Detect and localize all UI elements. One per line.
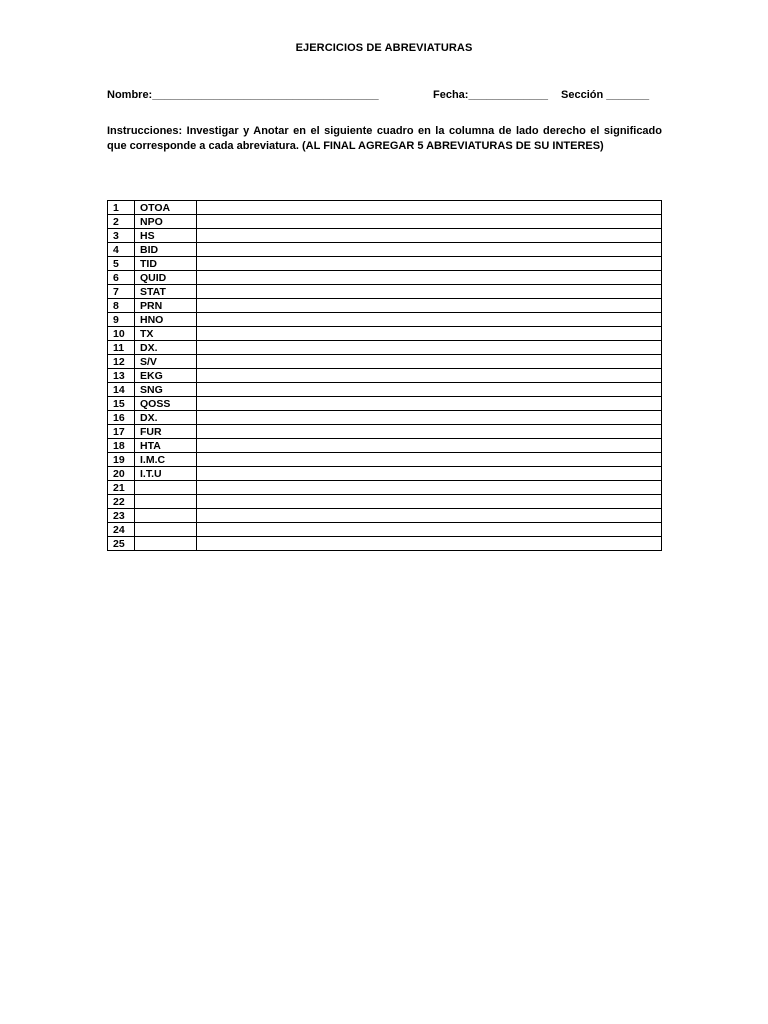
meaning-cell[interactable]	[197, 439, 662, 453]
table-row	[108, 383, 662, 397]
meaning-cell[interactable]	[197, 229, 662, 243]
meaning-cell[interactable]	[197, 285, 662, 299]
meaning-cell[interactable]	[197, 509, 662, 523]
row-number-cell: 24	[108, 523, 135, 537]
meaning-cell[interactable]	[197, 313, 662, 327]
table-row	[108, 397, 662, 411]
table-row	[108, 495, 662, 509]
row-number-cell: 9	[108, 313, 135, 327]
abbreviation-cell: HNO	[135, 313, 197, 327]
abbreviation-cell	[135, 481, 197, 495]
table-row	[108, 341, 662, 355]
table-row	[108, 481, 662, 495]
abbreviation-cell: EKG	[135, 369, 197, 383]
abbreviation-cell	[135, 495, 197, 509]
abbreviations-table	[107, 200, 662, 551]
meaning-cell[interactable]	[197, 327, 662, 341]
abbreviation-cell: OTOA	[135, 201, 197, 215]
abbreviation-cell	[135, 509, 197, 523]
meaning-cell[interactable]	[197, 425, 662, 439]
row-number-cell: 25	[108, 537, 135, 551]
row-number-cell: 1	[108, 201, 135, 215]
row-number-cell: 5	[108, 257, 135, 271]
table-row	[108, 523, 662, 537]
table-row	[108, 509, 662, 523]
meaning-cell[interactable]	[197, 243, 662, 257]
row-number-cell: 20	[108, 467, 135, 481]
table-row	[108, 439, 662, 453]
row-number-cell: 15	[108, 397, 135, 411]
instructions-text: Instrucciones: Investigar y Anotar en el siguiente cuadro en la columna de lado derecho el significado que corresponde a cada abreviatura. (AL FINAL AGREGAR 5 ABREVIATURAS DE SU INTERES)	[107, 125, 662, 152]
row-number-cell: 21	[108, 481, 135, 495]
abbreviation-cell: I.T.U	[135, 467, 197, 481]
abbreviation-cell: I.M.C	[135, 453, 197, 467]
table-row	[108, 327, 662, 341]
row-number-cell: 22	[108, 495, 135, 509]
table-row	[108, 201, 662, 215]
table-row	[108, 285, 662, 299]
abbreviation-cell	[135, 523, 197, 537]
row-number-cell: 13	[108, 369, 135, 383]
table-row	[108, 243, 662, 257]
seccion-field[interactable]: Sección _______	[561, 89, 650, 101]
abbreviation-cell: QUID	[135, 271, 197, 285]
table-row	[108, 355, 662, 369]
meaning-cell[interactable]	[197, 495, 662, 509]
abbreviation-cell	[135, 537, 197, 551]
abbreviation-cell: STAT	[135, 285, 197, 299]
row-number-cell: 8	[108, 299, 135, 313]
abbreviation-cell: HS	[135, 229, 197, 243]
table-row	[108, 411, 662, 425]
abbreviation-cell: DX.	[135, 341, 197, 355]
abbreviation-cell: QOSS	[135, 397, 197, 411]
meaning-cell[interactable]	[197, 341, 662, 355]
row-number-cell: 10	[108, 327, 135, 341]
table-row	[108, 467, 662, 481]
table-row	[108, 299, 662, 313]
meaning-cell[interactable]	[197, 481, 662, 495]
row-number-cell: 18	[108, 439, 135, 453]
table-row	[108, 453, 662, 467]
meaning-cell[interactable]	[197, 299, 662, 313]
fecha-field[interactable]: Fecha:_____________	[433, 89, 548, 101]
row-number-cell: 17	[108, 425, 135, 439]
row-number-cell: 12	[108, 355, 135, 369]
meaning-cell[interactable]	[197, 453, 662, 467]
row-number-cell: 7	[108, 285, 135, 299]
meaning-cell[interactable]	[197, 215, 662, 229]
table-row	[108, 257, 662, 271]
meaning-cell[interactable]	[197, 383, 662, 397]
meaning-cell[interactable]	[197, 271, 662, 285]
nombre-field[interactable]: Nombre:_____________________________________	[107, 89, 379, 101]
row-number-cell: 6	[108, 271, 135, 285]
abbreviation-cell: FUR	[135, 425, 197, 439]
meaning-cell[interactable]	[197, 411, 662, 425]
abbreviation-cell: S/V	[135, 355, 197, 369]
meaning-cell[interactable]	[197, 467, 662, 481]
abbreviation-cell: TID	[135, 257, 197, 271]
meaning-cell[interactable]	[197, 397, 662, 411]
header-fields	[107, 89, 662, 103]
row-number-cell: 14	[108, 383, 135, 397]
abbreviation-cell: PRN	[135, 299, 197, 313]
meaning-cell[interactable]	[197, 537, 662, 551]
table-row	[108, 537, 662, 551]
table-row	[108, 271, 662, 285]
meaning-cell[interactable]	[197, 355, 662, 369]
meaning-cell[interactable]	[197, 523, 662, 537]
abbreviation-cell: BID	[135, 243, 197, 257]
table-row	[108, 229, 662, 243]
abbreviation-cell: SNG	[135, 383, 197, 397]
row-number-cell: 19	[108, 453, 135, 467]
abbreviations-table-body	[108, 201, 662, 551]
row-number-cell: 4	[108, 243, 135, 257]
document-title: EJERCICIOS DE ABREVIATURAS	[295, 42, 473, 54]
table-row	[108, 313, 662, 327]
table-row	[108, 215, 662, 229]
meaning-cell[interactable]	[197, 369, 662, 383]
row-number-cell: 23	[108, 509, 135, 523]
table-row	[108, 425, 662, 439]
abbreviation-cell: DX.	[135, 411, 197, 425]
table-row	[108, 369, 662, 383]
abbreviation-cell: NPO	[135, 215, 197, 229]
row-number-cell: 11	[108, 341, 135, 355]
meaning-cell[interactable]	[197, 201, 662, 215]
row-number-cell: 16	[108, 411, 135, 425]
abbreviation-cell: TX	[135, 327, 197, 341]
row-number-cell: 3	[108, 229, 135, 243]
meaning-cell[interactable]	[197, 257, 662, 271]
abbreviation-cell: HTA	[135, 439, 197, 453]
row-number-cell: 2	[108, 215, 135, 229]
